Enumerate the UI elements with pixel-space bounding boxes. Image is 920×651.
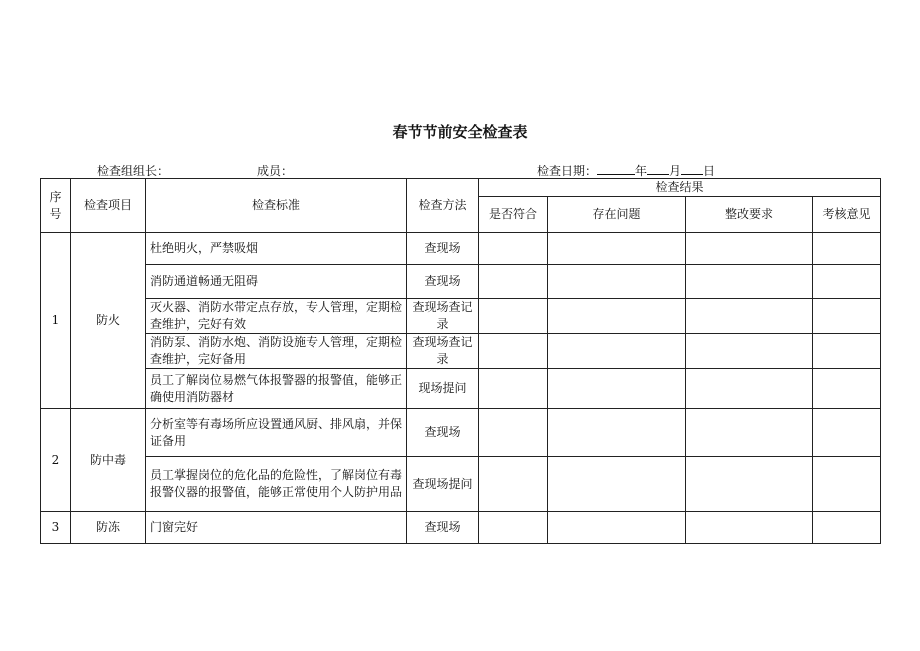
document-title: 春节节前安全检查表 (392, 123, 528, 141)
conform-cell[interactable] (479, 334, 548, 369)
rectify-cell[interactable] (686, 334, 813, 369)
standard-cell: 员工了解岗位易燃气体报警器的报警值，能够正确使用消防器材 (146, 369, 407, 409)
conform-cell[interactable] (479, 457, 548, 512)
rectify-cell[interactable] (686, 233, 813, 265)
review-cell[interactable] (813, 299, 881, 334)
problem-cell[interactable] (548, 369, 686, 409)
inspection-table (40, 178, 881, 544)
conform-cell[interactable] (479, 299, 548, 334)
rectify-cell[interactable] (686, 265, 813, 299)
standard-cell: 杜绝明火，严禁吸烟 (146, 233, 407, 265)
method-cell: 现场提问 (407, 369, 479, 409)
day-label: 日 (703, 164, 716, 178)
problem-cell[interactable] (548, 233, 686, 265)
year-label: 年 (635, 164, 648, 178)
standard-cell: 分析室等有毒场所应设置通风厨、排风扇，并保证备用 (146, 409, 407, 457)
inspection-date-line (537, 162, 715, 179)
inspection-leader-label: 检查组组长： (97, 164, 170, 178)
method-cell: 查现场 (407, 512, 479, 544)
conform-cell[interactable] (479, 233, 548, 265)
method-cell: 查现场 (407, 409, 479, 457)
method-cell: 查现场 (407, 265, 479, 299)
group-item: 防火 (71, 233, 146, 409)
review-cell[interactable] (813, 457, 881, 512)
table-row (41, 233, 881, 265)
rectify-cell[interactable] (686, 369, 813, 409)
table-row (41, 265, 881, 299)
method-cell: 查现场查记录 (407, 334, 479, 369)
group-item: 防中毒 (71, 409, 146, 512)
header-review: 考核意见 (813, 197, 881, 233)
inspection-members-label: 成员： (257, 164, 294, 178)
problem-cell[interactable] (548, 334, 686, 369)
review-cell[interactable] (813, 512, 881, 544)
standard-cell: 消防通道畅通无阻碍 (146, 265, 407, 299)
review-cell[interactable] (813, 369, 881, 409)
table-row (41, 512, 881, 544)
date-label: 检查日期： (537, 164, 598, 178)
review-cell[interactable] (813, 409, 881, 457)
group-seq: 1 (41, 233, 71, 409)
problem-cell[interactable] (548, 299, 686, 334)
group-item: 防冻 (71, 512, 146, 544)
year-blank[interactable] (597, 163, 635, 175)
header-result-group: 检查结果 (479, 179, 881, 197)
header-standard: 检查标准 (146, 179, 407, 233)
conform-cell[interactable] (479, 409, 548, 457)
group-seq: 2 (41, 409, 71, 512)
review-cell[interactable] (813, 334, 881, 369)
method-cell: 查现场 (407, 233, 479, 265)
header-item: 检查项目 (71, 179, 146, 233)
standard-cell: 灭火器、消防水带定点存放，专人管理，定期检查维护，完好有效 (146, 299, 407, 334)
problem-cell[interactable] (548, 512, 686, 544)
review-cell[interactable] (813, 265, 881, 299)
review-cell[interactable] (813, 233, 881, 265)
group-seq: 3 (41, 512, 71, 544)
problem-cell[interactable] (548, 265, 686, 299)
header-rectify: 整改要求 (686, 197, 813, 233)
table-row (41, 334, 881, 369)
conform-cell[interactable] (479, 265, 548, 299)
header-conform: 是否符合 (479, 197, 548, 233)
method-cell: 查现场查记录 (407, 299, 479, 334)
month-blank[interactable] (647, 163, 669, 175)
day-blank[interactable] (681, 163, 703, 175)
header-method: 检查方法 (407, 179, 479, 233)
table-row (41, 409, 881, 457)
table-row (41, 299, 881, 334)
header-seq: 序号 (41, 179, 71, 233)
problem-cell[interactable] (548, 409, 686, 457)
standard-cell: 消防泵、消防水炮、消防设施专人管理，定期检查维护，完好备用 (146, 334, 407, 369)
conform-cell[interactable] (479, 369, 548, 409)
table-row (41, 369, 881, 409)
header-problem: 存在问题 (548, 197, 686, 233)
table-row (41, 457, 881, 512)
conform-cell[interactable] (479, 512, 548, 544)
problem-cell[interactable] (548, 457, 686, 512)
rectify-cell[interactable] (686, 409, 813, 457)
standard-cell: 员工掌握岗位的危化品的危险性，了解岗位有毒报警仪器的报警值，能够正常使用个人防护用品 (146, 457, 407, 512)
rectify-cell[interactable] (686, 512, 813, 544)
month-label: 月 (669, 164, 682, 178)
rectify-cell[interactable] (686, 299, 813, 334)
standard-cell: 门窗完好 (146, 512, 407, 544)
rectify-cell[interactable] (686, 457, 813, 512)
method-cell: 查现场提问 (407, 457, 479, 512)
